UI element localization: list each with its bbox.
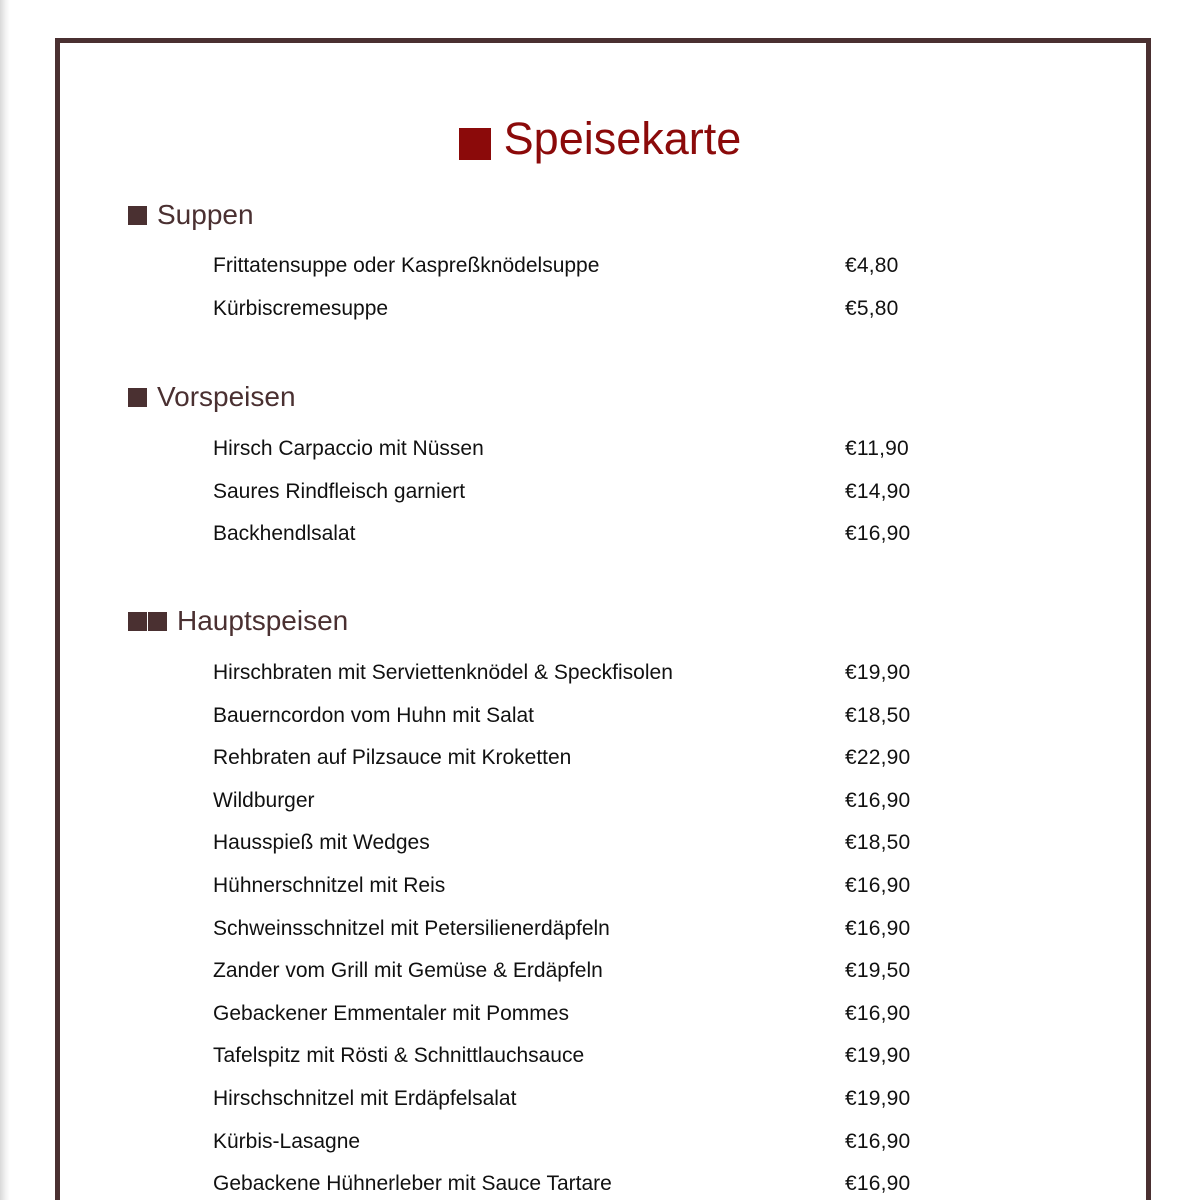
menu-item-price: €14,90 xyxy=(845,479,911,503)
menu-item xyxy=(128,1130,1028,1173)
menu-item-price: €16,90 xyxy=(845,1172,911,1196)
menu-item xyxy=(128,522,1028,565)
menu-item-price: €18,50 xyxy=(845,831,911,855)
menu-item xyxy=(128,1087,1028,1130)
menu-item xyxy=(128,704,1028,747)
menu-item xyxy=(128,661,1028,704)
page-edge-shadow xyxy=(0,0,10,1200)
menu-item-name: Bauerncordon vom Huhn mit Salat xyxy=(213,703,534,727)
section-items xyxy=(128,661,1028,1200)
menu-item xyxy=(128,297,1028,340)
menu-item-price: €16,90 xyxy=(845,522,911,546)
menu-item-price: €16,90 xyxy=(845,788,911,812)
menu-item xyxy=(128,1002,1028,1045)
menu-item-price: €5,80 xyxy=(845,296,899,320)
menu-item-name: Hühnerschnitzel mit Reis xyxy=(213,873,446,897)
title-square-icon xyxy=(459,128,491,160)
menu-item xyxy=(128,831,1028,874)
menu-item-price: €19,90 xyxy=(845,1086,911,1110)
menu-item-name: Schweinsschnitzel mit Petersilienerdäpfeln xyxy=(213,916,610,940)
menu-item-name: Rehbraten auf Pilzsauce mit Kroketten xyxy=(213,746,572,770)
menu-item-name: Saures Rindfleisch garniert xyxy=(213,479,466,503)
section-heading-text: Vorspeisen xyxy=(157,381,296,412)
menu-item-price: €22,90 xyxy=(845,746,911,770)
menu-item-price: €16,90 xyxy=(845,1129,911,1153)
menu-item-price: €11,90 xyxy=(845,437,909,460)
menu-item xyxy=(128,1044,1028,1087)
menu-item-price: €16,90 xyxy=(845,873,911,897)
section-suppen xyxy=(128,197,1028,339)
section-heading-text: Hauptspeisen xyxy=(177,605,349,636)
menu-item-name: Kürbiscremesuppe xyxy=(213,296,389,320)
menu-item xyxy=(128,959,1028,1002)
menu-title-text: Speisekarte xyxy=(503,113,742,164)
section-hauptspeisen xyxy=(128,603,1028,1200)
section-items xyxy=(128,254,1028,339)
menu-item-price: €19,50 xyxy=(845,959,911,983)
menu-item xyxy=(128,1172,1028,1200)
menu-item xyxy=(128,874,1028,917)
menu-item xyxy=(128,746,1028,789)
section-square-icon xyxy=(148,612,167,631)
menu-item-name: Zander vom Grill mit Gemüse & Erdäpfeln xyxy=(213,959,603,983)
menu-item-price: €16,90 xyxy=(845,916,911,940)
section-square-icon xyxy=(128,388,147,407)
section-vorspeisen xyxy=(128,379,1028,565)
menu-item-name: Tafelspitz mit Rösti & Schnittlauchsauce xyxy=(213,1044,585,1068)
menu-item-name: Hausspieß mit Wedges xyxy=(213,831,430,855)
section-heading xyxy=(128,603,1028,639)
menu-item xyxy=(128,437,1028,480)
menu-item-name: Wildburger xyxy=(213,788,315,812)
menu-item xyxy=(128,254,1028,297)
menu-title xyxy=(0,113,1200,165)
section-square-icon xyxy=(128,612,147,631)
menu-item-price: €19,90 xyxy=(845,1044,911,1068)
menu-item xyxy=(128,789,1028,832)
menu-item-name: Gebackener Emmentaler mit Pommes xyxy=(213,1001,569,1025)
menu-item-price: €4,80 xyxy=(845,254,899,277)
section-heading xyxy=(128,197,1028,233)
section-items xyxy=(128,437,1028,565)
menu-item-name: Frittatensuppe oder Kaspreßknödelsuppe xyxy=(213,254,600,277)
menu-item-name: Hirsch Carpaccio mit Nüssen xyxy=(213,437,484,460)
menu-item-name: Backhendlsalat xyxy=(213,522,356,546)
menu-item xyxy=(128,917,1028,960)
menu-item-price: €16,90 xyxy=(845,1001,911,1025)
section-square-icon xyxy=(128,206,147,225)
menu-item-name: Hirschbraten mit Serviettenknödel & Speckfisolen xyxy=(213,661,673,684)
menu-item-price: €18,50 xyxy=(845,703,911,727)
menu-item xyxy=(128,480,1028,523)
menu-item-name: Hirschschnitzel mit Erdäpfelsalat xyxy=(213,1086,517,1110)
menu-item-name: Gebackene Hühnerleber mit Sauce Tartare xyxy=(213,1172,612,1196)
section-heading-text: Suppen xyxy=(157,199,254,230)
menu-item-name: Kürbis-Lasagne xyxy=(213,1129,361,1153)
section-heading xyxy=(128,379,1028,415)
menu-item-price: €19,90 xyxy=(845,661,911,684)
